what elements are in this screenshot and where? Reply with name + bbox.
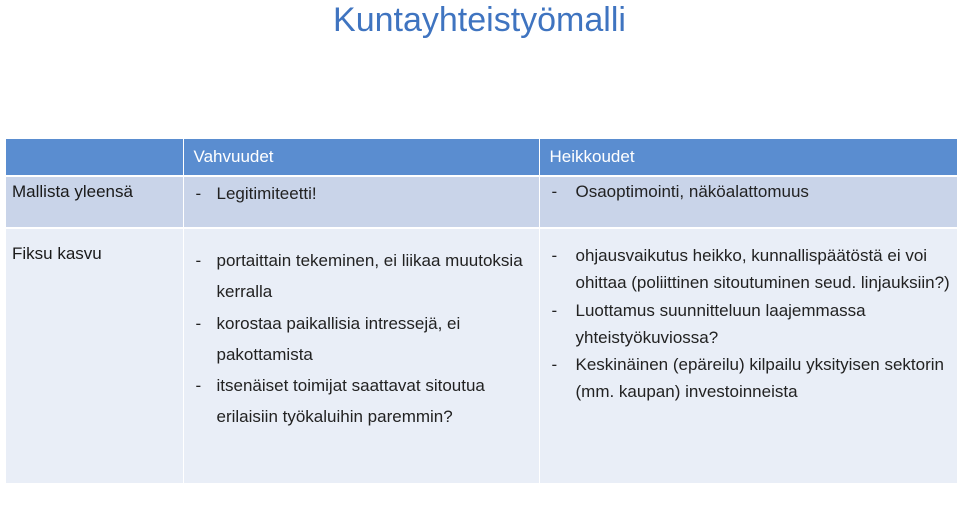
list-item: - portaittain tekeminen, ei liikaa muutoksia kerralla [196,245,533,308]
header-strengths: Vahvuudet [183,139,539,176]
weaknesses-cell [539,228,957,483]
page-title: Kuntayhteistyömalli [333,1,626,39]
table-row [6,228,957,483]
list-item: - Osaoptimointi, näköalattomuus [552,178,952,205]
weaknesses-cell [539,176,957,228]
list-item: - Legitimiteetti! [196,178,533,209]
strengths-list [196,178,533,209]
weaknesses-list [552,178,952,205]
table-header-row [6,139,957,176]
strengths-cell [183,176,539,228]
row-label: Fiksu kasvu [12,244,102,263]
list-item: - Luottamus suunnitteluun laajemmassa yhteistyökuviossa? [552,297,952,352]
swot-table [6,139,957,483]
strengths-cell [183,228,539,483]
strengths-list [196,245,533,433]
header-empty-cell [6,139,183,176]
row-label-cell [6,228,183,483]
header-weaknesses: Heikkoudet [539,139,957,176]
table-row [6,176,957,228]
list-item: - Keskinäinen (epäreilu) kilpailu yksityisen sektorin (mm. kaupan) investoinneista [552,351,952,406]
list-item: - itsenäiset toimijat saattavat sitoutua erilaisiin työkaluihin paremmin? [196,370,533,433]
weaknesses-list [552,242,952,406]
row-label-cell [6,176,183,228]
list-item: - korostaa paikallisia intressejä, ei pakottamista [196,308,533,371]
row-label: Mallista yleensä [12,182,133,201]
list-item: - ohjausvaikutus heikko, kunnallispäätöstä ei voi ohittaa (poliittinen sitoutuminen seud. linjauksiin?) [552,242,952,297]
